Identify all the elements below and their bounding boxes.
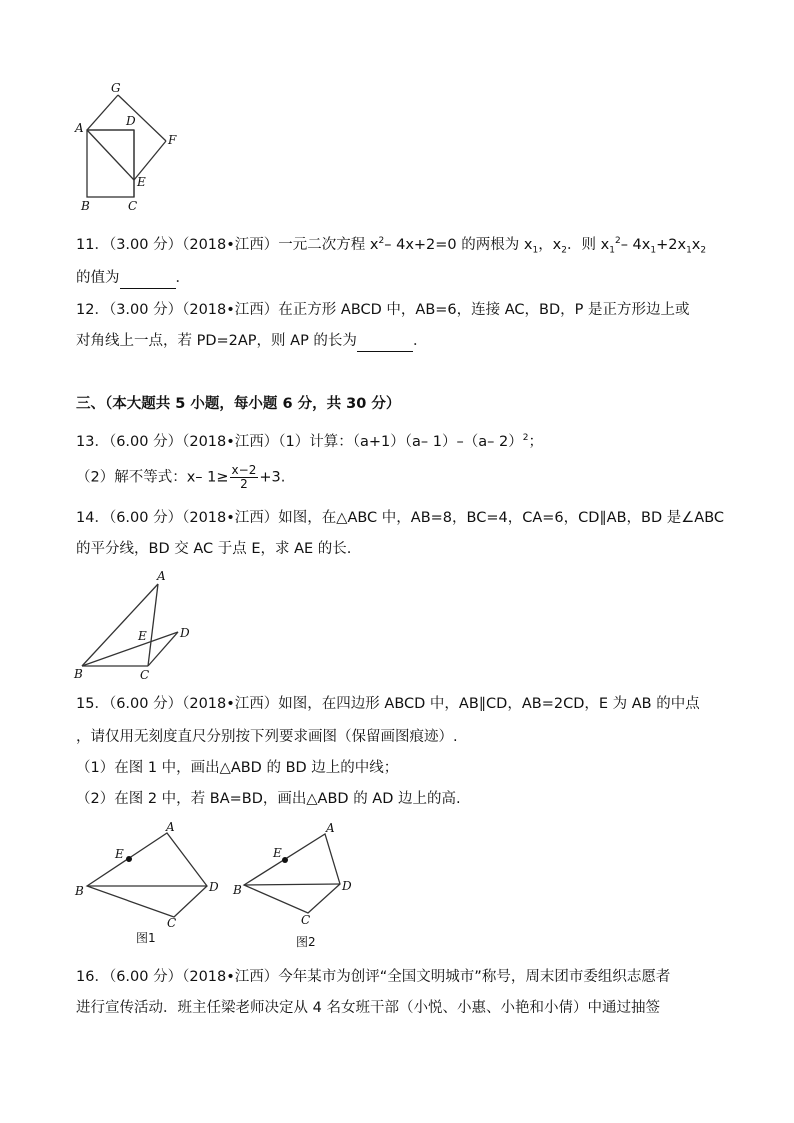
answer-blank: [120, 268, 176, 289]
quadrilateral-figure-1: [70, 816, 230, 948]
point-e: [126, 856, 132, 862]
label-d: D: [209, 880, 219, 894]
q13-line1: 13．（6.00 分）（2018•江西）（1）计算：（a+1）（a– 1）–（a– 2）$^2$；: [76, 433, 543, 450]
segment-ag: [87, 95, 118, 130]
answer-blank: [357, 331, 413, 352]
q15-line4: （2）在图 2 中，若 BA=BD，画出△ABD 的 AD 边上的高.: [76, 791, 461, 807]
q15-line2: ，请仅用无刻度直尺分别按下列要求画图（保留画图痕迹）.: [76, 729, 458, 745]
q15-line1: 15．（6.00 分）（2018•江西）如图，在四边形 ABCD 中，AB∥CD，AB=2CD，E 为 AB 的中点: [76, 696, 700, 712]
quadrilateral-abcd: [244, 834, 340, 913]
q12-line1: 12．（3.00 分）（2018•江西）在正方形 ABCD 中，AB=6，连接 AC，BD，P 是正方形边上或: [76, 302, 690, 318]
label-a: A: [166, 820, 175, 834]
point-e: [282, 857, 288, 863]
q12-line2: 对角线上一点，若 PD=2AP，则 AP 的长为 ．: [76, 331, 427, 352]
label-e: E: [138, 629, 147, 643]
segment-ac: [148, 584, 158, 666]
triangle-figure: [70, 566, 200, 684]
label-b: B: [74, 667, 83, 681]
label-e: E: [273, 846, 282, 860]
q16-line2: 进行宣传活动．班主任梁老师决定从 4 名女班干部（小悦、小惠、小艳和小倩）中通过抽签: [76, 1000, 660, 1016]
label-f: F: [168, 133, 177, 147]
label-d: D: [342, 879, 352, 893]
q15-line3: （1）在图 1 中，画出△ABD 的 BD 边上的中线；: [76, 760, 399, 776]
quadrilateral-figure-2: [230, 818, 370, 953]
label-g: G: [111, 81, 121, 95]
segment-bd: [244, 884, 340, 885]
label-e: E: [137, 175, 146, 189]
figure-caption: 图1: [136, 931, 156, 945]
label-d: D: [126, 114, 136, 128]
label-c: C: [128, 199, 138, 213]
q14-line1: 14．（6.00 分）（2018•江西）如图，在△ABC 中，AB=8，BC=4，CA=6，CD∥AB，BD 是∠ABC: [76, 510, 725, 526]
label-c: C: [301, 913, 311, 927]
label-b: B: [75, 884, 84, 898]
segment-ae: [87, 130, 134, 180]
label-a: A: [157, 569, 166, 583]
label-e: E: [115, 847, 124, 861]
q13-line2: （2）解不等式：x– 1≥ $\frac{x-2}{2}$ +3.: [76, 463, 286, 491]
figure-caption: 图2: [296, 935, 316, 949]
q11-line2: 的值为 ．: [76, 268, 190, 289]
label-b: B: [233, 883, 242, 897]
q14-line2: 的平分线，BD 交 AC 于点 E，求 AE 的长.: [76, 541, 352, 557]
label-b: B: [81, 199, 90, 213]
segment-ab: [82, 584, 158, 666]
label-d: D: [180, 626, 190, 640]
quadrilateral-abcd: [87, 833, 207, 917]
square-abcd: [87, 130, 134, 197]
q11-line1: 11．（3.00 分）（2018•江西）一元二次方程 $x^2-$ 4x+2=0 的两根为 $x_1$，$x_2$．则 $x_1^2-$ $4x_1+2x_1x_2$: [76, 236, 707, 256]
label-a: A: [75, 121, 84, 135]
q16-line1: 16．（6.00 分）（2018•江西）今年某市为创评“全国文明城市”称号，周末团市委组织志愿者: [76, 969, 671, 985]
section-title: 三、（本大题共 5 小题，每小题 6 分，共 30 分）: [76, 396, 401, 412]
fraction: $\frac{x-2}{2}$: [231, 463, 257, 491]
square-figure: [70, 78, 190, 213]
label-c: C: [140, 668, 150, 682]
label-a: A: [326, 821, 335, 835]
label-c: C: [167, 916, 177, 930]
